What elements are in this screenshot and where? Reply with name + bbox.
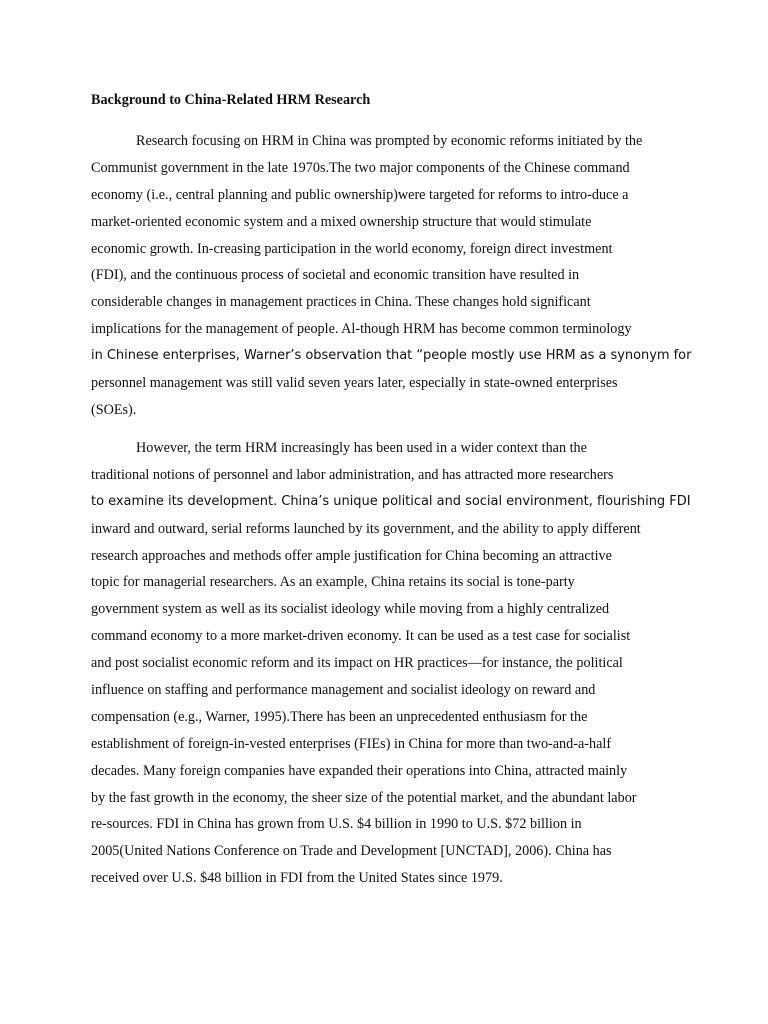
paragraph-line: by the fast growth in the economy, the sheer size of the potential market, and the abundant labor — [91, 789, 637, 806]
paragraph-1 — [91, 128, 691, 424]
paragraph-line: economic growth. In-creasing participation in the world economy, foreign direct investment — [91, 240, 613, 257]
paragraph-line: establishment of foreign-in-vested enterprises (FIEs) in China for more than two-and-a-half — [91, 735, 612, 752]
paragraph-line: influence on staffing and performance management and socialist ideology on reward and — [91, 682, 596, 699]
paragraph-line: 2005(United Nations Conference on Trade and Development [UNCTAD], 2006). China has — [91, 843, 612, 860]
paragraph-line: received over U.S. $48 billion in FDI from the United States since 1979. — [91, 870, 503, 887]
paragraph-line: in Chinese enterprises, Warner’s observation that “people mostly use HRM as a synonym for — [91, 348, 692, 364]
paragraph-line: compensation (e.g., Warner, 1995).There has been an unprecedented enthusiasm for the — [91, 708, 588, 725]
paragraph-line: to examine its development. China’s unique political and social environment, flourishing FDI — [91, 493, 691, 509]
paragraph-2 — [91, 435, 691, 892]
paragraph-line: Research focusing on HRM in China was prompted by economic reforms initiated by the — [136, 133, 643, 149]
paragraph-line: research approaches and methods offer ample justification for China becoming an attractive — [91, 547, 612, 564]
paragraph-line: personnel management was still valid seven years later, especially in state-owned enterprises — [91, 375, 618, 392]
paragraph-line: considerable changes in management practices in China. These changes hold significant — [91, 294, 591, 311]
paragraph-line: implications for the management of people. Al-though HRM has become common terminology — [91, 321, 632, 338]
paragraph-line: decades. Many foreign companies have expanded their operations into China, attracted mainly — [91, 762, 628, 779]
paragraph-line: inward and outward, serial reforms launched by its government, and the ability to apply different — [91, 520, 641, 537]
paragraph-line: and post socialist economic reform and its impact on HR practices—for instance, the political — [91, 655, 623, 672]
paragraph-line: Communist government in the late 1970s.The two major components of the Chinese command — [91, 159, 630, 176]
paragraph-line: economy (i.e., central planning and public ownership)were targeted for reforms to intro-duce a — [91, 186, 629, 203]
section-heading: Background to China-Related HRM Research — [91, 92, 371, 108]
paragraph-line: However, the term HRM increasingly has been used in a wider context than the — [136, 440, 587, 456]
paragraph-line: traditional notions of personnel and labor administration, and has attracted more researchers — [91, 466, 614, 483]
paragraph-line: (FDI), and the continuous process of societal and economic transition have resulted in — [91, 267, 580, 284]
paragraph-line: government system as well as its socialist ideology while moving from a highly centralized — [91, 601, 610, 618]
paragraph-line: re-sources. FDI in China has grown from U.S. $4 billion in 1990 to U.S. $72 billion in — [91, 816, 582, 833]
paragraph-line: (SOEs). — [91, 401, 137, 418]
paragraph-line: topic for managerial researchers. As an example, China retains its social is tone-party — [91, 574, 575, 591]
paragraph-line: command economy to a more market-driven economy. It can be used as a test case for socialist — [91, 628, 631, 645]
paragraph-line: market-oriented economic system and a mixed ownership structure that would stimulate — [91, 213, 592, 230]
